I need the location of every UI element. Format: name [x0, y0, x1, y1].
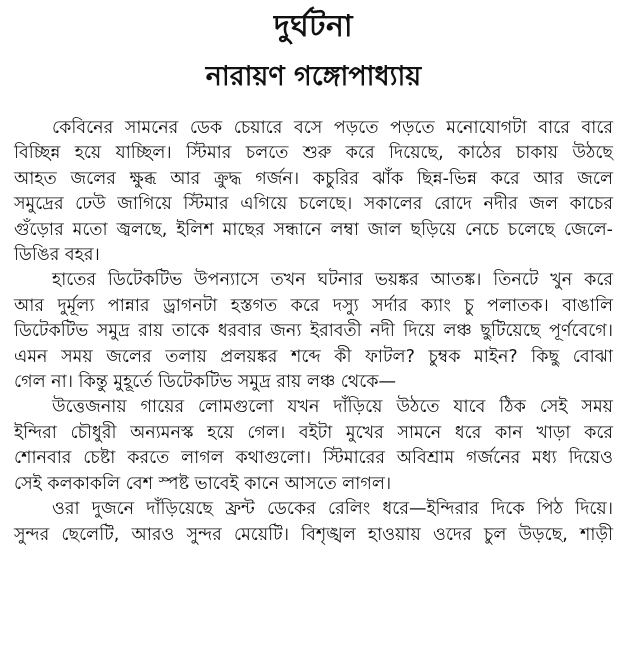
text-line: আর দুর্মূল্য পান্নার ড্রাগনটা হস্তগত করে দস্যু সর্দার ক্যাং চু পলাতক। বাঙালি [14, 295, 613, 316]
text-line: ডিটেকটিভ সমুদ্র রায় তাকে ধরবার জন্য ইরাবতী নদী দিয়ে লঞ্চ ছুটিয়েছে পূর্ণবেগে। [14, 321, 613, 342]
text-line: হাতের ডিটেকটিভ উপন্যাসে তখন ঘটনার ভয়ঙ্কর আতঙ্ক। তিনটে খুন করে [52, 270, 613, 291]
text-line: কেবিনের সামনের ডেক চেয়ারে বসে পড়তে পড়তে মনোযোগটা বারে বারে [52, 118, 613, 138]
author-name: নারায়ণ গঙ্গোপাধ্যায় [205, 61, 422, 92]
text-line: সুন্দর ছেলেটি, আরও সুন্দর মেয়েটি। বিশৃঙ্খল হাওয়ায় ওদের চুল উড়ছে, শাড়ী [14, 524, 613, 545]
text-line: ডিঙির বহর। [14, 245, 100, 266]
text-line: সমুদ্রের ঢেউ জাগিয়ে স্টিমার এগিয়ে চলেছে। সকালের রোদে নদীর জল কাচের [14, 194, 613, 215]
text-line: ওরা দুজনে দাঁড়িয়েছে ফ্রন্ট ডেকের রেলিং ধরে—ইন্দিরার দিকে পিঠ দিয়ে। [52, 499, 613, 520]
story-title: দুর্ঘটনা [273, 9, 354, 44]
text-line: বিচ্ছিন্ন হয়ে যাচ্ছিল। স্টিমার চলতে শুরু করে দিয়েছে, কাঠের চাকায় উঠছে [14, 143, 613, 164]
text-line: গেল না। কিন্তু মুহূর্তে ডিটেকটিভ সমুদ্র রায় লঞ্চ থেকে— [14, 372, 397, 393]
text-line: উত্তেজনায় গায়ের লোমগুলো যখন দাঁড়িয়ে উঠতে যাবে ঠিক সেই সময় [52, 397, 613, 418]
text-line: শোনবার চেষ্টা করতে লাগল কথাগুলো। স্টিমারের অবিশ্রাম গর্জনের মধ্য দিয়েও [14, 448, 613, 469]
text-line: আহত জলের ক্ষুব্ধ আর ক্রুদ্ধ গর্জন। কচুরির ঝাঁক ছিন্ন-ভিন্ন করে আর জলে [14, 168, 613, 189]
text-line: এমন সময় জলের তলায় প্রলয়ঙ্কর শব্দে কী ফাটল? চুম্বক মাইন? কিছু বোঝা [14, 346, 613, 367]
story-body [14, 116, 613, 548]
text-line: ইন্দিরা চৌধুরী অন্যমনস্ক হয়ে গেল। বইটা মুখের সামনে ধরে কান খাড়া করে [14, 422, 613, 443]
text-line: সেই কলকাকলি বেশ স্পষ্ট ভাবেই কানে আসতে লাগল। [14, 473, 392, 494]
text-line: গুঁড়োর মতো জ্বলছে, ইলিশ মাছের সন্ধানে লম্বা জাল ছড়িয়ে নেচে চলেছে জেলে- [14, 219, 613, 240]
